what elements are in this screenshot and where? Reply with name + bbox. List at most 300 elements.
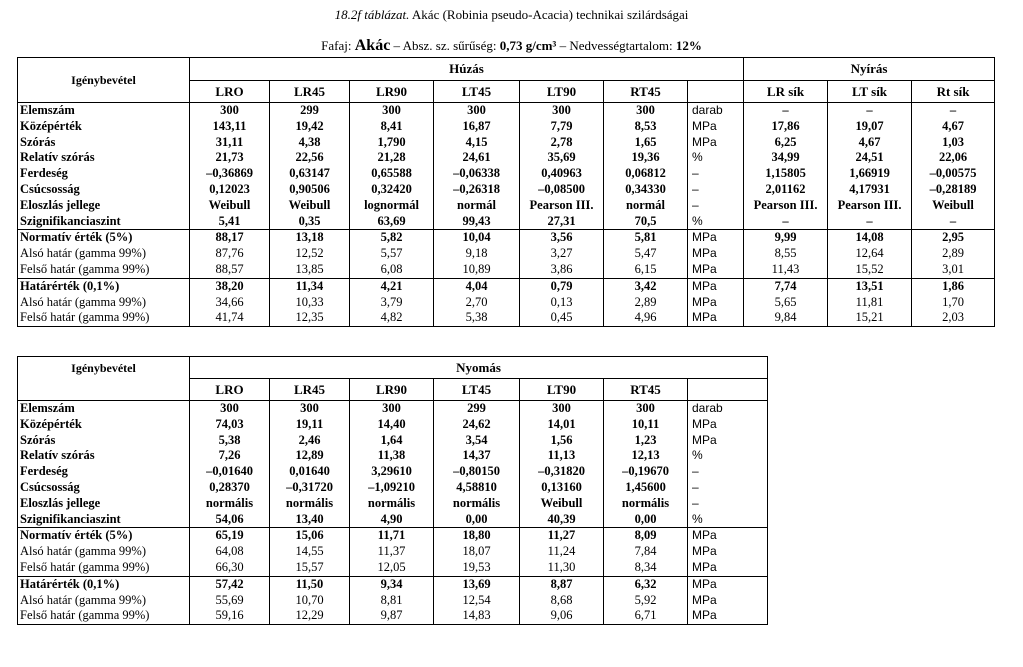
table-cell: 2,95 xyxy=(942,230,964,245)
group-header-tension: Húzás xyxy=(190,58,744,81)
table-cell: 12,29 xyxy=(295,608,324,623)
value-column xyxy=(604,103,688,230)
table-cell: 5,38 xyxy=(218,432,241,447)
table-cell: 10,04 xyxy=(462,230,491,245)
table-cell: 5,81 xyxy=(634,230,657,245)
table-cell: 1,45600 xyxy=(625,479,666,494)
table-cell: 4,15 xyxy=(465,134,488,149)
table-cell: 16,87 xyxy=(462,118,491,133)
unit-cell: – xyxy=(692,197,699,212)
value-column xyxy=(434,401,520,528)
table-cell: 4,67 xyxy=(858,134,881,149)
row-label: Felső határ (gamma 99%) xyxy=(20,261,150,276)
table-cell: 35,69 xyxy=(547,150,576,165)
table-cell: 1,15805 xyxy=(765,166,806,181)
row-label: Határérték (0,1%) xyxy=(20,576,120,591)
table-cell: 5,57 xyxy=(380,246,403,261)
table-cell: 0,06812 xyxy=(625,166,666,181)
value-column xyxy=(350,278,434,326)
value-column xyxy=(604,576,688,624)
unit-cell: – xyxy=(692,166,699,181)
table-cell: 10,11 xyxy=(631,416,660,431)
table-cell: 13,85 xyxy=(295,261,324,276)
table-cell: 2,70 xyxy=(465,294,488,309)
table-cell: –0,08500 xyxy=(538,181,585,196)
table-cell: – xyxy=(949,213,957,228)
moisture-label: – Nedvességtartalom: xyxy=(559,38,673,53)
row-label: Ferdeség xyxy=(20,464,68,479)
table-cell: 70,5 xyxy=(634,213,657,228)
table-cell: 300 xyxy=(382,401,401,415)
unit-cell: MPa xyxy=(692,118,717,133)
table-cell: 0,12023 xyxy=(209,181,250,196)
unit-column-header xyxy=(688,81,744,103)
group-header-compression: Nyomás xyxy=(190,357,768,379)
table-cell: 55,69 xyxy=(215,592,244,607)
table-cell: 9,99 xyxy=(774,230,797,245)
table-cell: 64,08 xyxy=(215,544,244,559)
table-cell: 0,28370 xyxy=(209,479,250,494)
table-cell: 34,66 xyxy=(215,294,244,309)
table-cell: 19,07 xyxy=(855,118,884,133)
density-value: 0,73 g/cm³ xyxy=(499,38,557,53)
column-header: RT45 xyxy=(604,81,688,103)
table-cell: 143,11 xyxy=(212,118,247,133)
table-cell: 19,42 xyxy=(295,118,324,133)
table-cell: 2,89 xyxy=(634,294,657,309)
value-column xyxy=(350,401,434,528)
table-cell: 7,84 xyxy=(634,544,657,559)
table-cell: 300 xyxy=(220,103,239,117)
statistics-block xyxy=(18,103,995,230)
unit-cell: MPa xyxy=(692,544,717,559)
table-cell: 4,96 xyxy=(634,310,657,325)
table-cell: 3,86 xyxy=(550,261,573,276)
table-cell: 9,34 xyxy=(380,576,403,591)
table-cell: 14,55 xyxy=(295,544,324,559)
unit-cell: % xyxy=(692,511,703,526)
unit-column xyxy=(688,401,768,528)
value-column xyxy=(190,528,270,576)
table-cell: lognormál xyxy=(364,197,419,212)
table-cell: 300 xyxy=(552,401,571,415)
table-cell: 14,01 xyxy=(547,416,576,431)
table-cell: 63,69 xyxy=(377,213,406,228)
row-labels xyxy=(18,576,190,624)
table-cell: 5,38 xyxy=(465,310,488,325)
table-cell: 11,38 xyxy=(377,448,406,463)
table-cell: – xyxy=(866,103,873,117)
table-cell: 3,54 xyxy=(465,432,488,447)
table-cell: 3,01 xyxy=(942,261,964,276)
table-cell: 14,37 xyxy=(462,448,491,463)
table-cell: 9,87 xyxy=(380,608,403,623)
value-column xyxy=(190,576,270,624)
shear-value-column xyxy=(912,278,995,326)
unit-cell: MPa xyxy=(692,310,717,325)
table-cell: 74,03 xyxy=(215,416,244,431)
table-cell: 4,82 xyxy=(380,310,403,325)
table-cell: 4,38 xyxy=(298,134,321,149)
row-label: Eloszlás jellege xyxy=(20,495,101,510)
shear-value-column xyxy=(744,103,828,230)
row-label: Szórás xyxy=(20,432,56,447)
table-cell: 15,21 xyxy=(855,310,884,325)
table-cell: normális xyxy=(621,495,670,510)
table-caption xyxy=(0,7,1023,23)
row-labels xyxy=(18,278,190,326)
table-cell: –0,01640 xyxy=(206,464,253,479)
table-cell: 7,74 xyxy=(774,278,797,293)
table-cell: 8,34 xyxy=(634,559,657,574)
table-cell: 19,36 xyxy=(631,150,660,165)
table-cell: 8,68 xyxy=(550,592,573,607)
load-type-header: Igénybevétel xyxy=(18,357,190,401)
load-type-header: Igénybevétel xyxy=(18,58,190,103)
table-cell: 6,15 xyxy=(634,261,657,276)
row-label: Normatív érték (5%) xyxy=(20,230,133,245)
value-column xyxy=(350,576,434,624)
table-cell: 0,35 xyxy=(298,213,321,228)
table-cell: 11,43 xyxy=(771,261,800,276)
table-cell: 14,40 xyxy=(377,416,406,431)
row-label: Csúcsosság xyxy=(20,479,80,494)
normative-block xyxy=(18,230,995,278)
unit-cell: MPa xyxy=(692,261,717,276)
value-column xyxy=(350,230,434,278)
table-cell: 38,20 xyxy=(215,278,244,293)
value-column xyxy=(270,230,350,278)
table-cell: 0,65588 xyxy=(371,166,412,181)
unit-column xyxy=(688,103,744,230)
row-label: Alsó határ (gamma 99%) xyxy=(20,544,147,559)
limit-block xyxy=(18,278,995,326)
table-cell: 87,76 xyxy=(215,246,244,261)
row-labels xyxy=(18,103,190,230)
value-column xyxy=(190,401,270,528)
value-column xyxy=(520,103,604,230)
table-cell: 21,28 xyxy=(377,150,406,165)
value-column xyxy=(434,528,520,576)
table-cell: 4,58810 xyxy=(456,479,497,494)
table-cell: normális xyxy=(452,495,501,510)
table-cell: 0,79 xyxy=(550,278,573,293)
table-cell: 13,18 xyxy=(295,230,324,245)
value-column xyxy=(434,576,520,624)
table-cell: 300 xyxy=(636,401,655,415)
table-cell: 8,41 xyxy=(380,118,403,133)
shear-value-column xyxy=(744,278,828,326)
table-cell: 1,65 xyxy=(634,134,657,149)
table-cell: 31,11 xyxy=(215,134,244,149)
unit-column xyxy=(688,230,744,278)
table-cell: 5,92 xyxy=(634,592,657,607)
value-column xyxy=(604,401,688,528)
table-cell: 27,31 xyxy=(547,213,576,228)
table-cell: 0,01640 xyxy=(289,464,330,479)
moisture-value: 12% xyxy=(675,38,702,53)
table-cell: –0,80150 xyxy=(453,464,500,479)
value-column xyxy=(434,278,520,326)
table-cell: 5,41 xyxy=(218,213,241,228)
table-cell: Weibull xyxy=(932,197,974,212)
row-label: Határérték (0,1%) xyxy=(20,278,120,293)
table-cell: 11,37 xyxy=(377,544,406,559)
row-label: Alsó határ (gamma 99%) xyxy=(20,294,147,309)
table-cell: normális xyxy=(205,495,254,510)
table-cell: 10,70 xyxy=(295,592,324,607)
column-header: LR45 xyxy=(270,379,350,401)
table-cell: 9,18 xyxy=(465,246,488,261)
table-cell: 1,86 xyxy=(942,278,964,293)
table-cell: 300 xyxy=(636,103,655,117)
table-cell: normális xyxy=(285,495,334,510)
row-labels xyxy=(18,528,190,576)
value-column xyxy=(350,528,434,576)
unit-column xyxy=(688,528,768,576)
unit-cell: MPa xyxy=(692,592,717,607)
shear-value-column xyxy=(828,103,912,230)
value-column xyxy=(604,528,688,576)
unit-cell: MPa xyxy=(692,528,717,543)
species-label: Fafaj: xyxy=(321,38,352,53)
column-header: RT45 xyxy=(604,379,688,401)
table-cell: 2,01162 xyxy=(765,181,806,196)
unit-cell: MPa xyxy=(692,416,717,431)
table-cell: 1,23 xyxy=(634,432,657,447)
row-label: Alsó határ (gamma 99%) xyxy=(20,592,147,607)
table-cell: 2,89 xyxy=(942,246,964,261)
table-cell: 18,80 xyxy=(462,528,491,543)
shear-value-column xyxy=(744,230,828,278)
column-header: LT90 xyxy=(520,81,604,103)
table-cell: 8,53 xyxy=(634,118,657,133)
unit-cell: MPa xyxy=(692,559,717,574)
table-cell: 1,56 xyxy=(550,432,573,447)
table-cell: 2,46 xyxy=(298,432,321,447)
table-cell: 0,90506 xyxy=(289,181,330,196)
column-header: LR sík xyxy=(744,81,828,103)
table-cell: 13,51 xyxy=(855,278,884,293)
table-cell: 3,42 xyxy=(634,278,657,293)
table-cell: –0,19670 xyxy=(622,464,669,479)
table-cell: 1,64 xyxy=(380,432,403,447)
table-cell: Pearson III. xyxy=(529,197,594,212)
table-cell: –0,31820 xyxy=(538,464,585,479)
table-cell: – xyxy=(866,213,873,228)
table-cell: 15,52 xyxy=(855,261,884,276)
table-cell: 0,45 xyxy=(550,310,573,325)
row-label: Szignifikanciaszint xyxy=(20,511,121,526)
row-label: Szignifikanciaszint xyxy=(20,213,121,228)
table-cell: 12,64 xyxy=(855,246,884,261)
column-header: LRO xyxy=(190,81,270,103)
shear-value-column xyxy=(828,230,912,278)
row-label: Eloszlás jellege xyxy=(20,197,101,212)
table-cell: 8,55 xyxy=(774,246,797,261)
value-column xyxy=(434,103,520,230)
row-labels xyxy=(18,401,190,528)
table-cell: 300 xyxy=(382,103,401,117)
table-cell: 9,84 xyxy=(774,310,797,325)
table-cell: 4,67 xyxy=(942,118,964,133)
table-cell: –0,31720 xyxy=(286,479,333,494)
row-label: Középérték xyxy=(20,118,82,133)
value-column xyxy=(604,278,688,326)
table-cell: –0,28189 xyxy=(929,181,977,196)
table-cell: 18,07 xyxy=(462,544,491,559)
table-cell: 6,08 xyxy=(380,261,403,276)
table-cell: Pearson III. xyxy=(753,197,818,212)
shear-value-column xyxy=(828,278,912,326)
table-cell: 12,05 xyxy=(377,559,406,574)
table-cell: 11,50 xyxy=(295,576,324,591)
table-cell: 6,25 xyxy=(774,134,797,149)
table-cell: 11,30 xyxy=(547,559,576,574)
table-cell: 22,56 xyxy=(295,150,324,165)
row-label: Felső határ (gamma 99%) xyxy=(20,310,150,325)
table-cell: 299 xyxy=(467,401,486,415)
tension-shear-table xyxy=(17,57,995,327)
column-header: LT90 xyxy=(520,379,604,401)
table-cell: 24,51 xyxy=(855,150,884,165)
table-cell: 0,40963 xyxy=(541,166,582,181)
table-cell: 34,99 xyxy=(771,150,800,165)
unit-cell: MPa xyxy=(692,246,717,261)
row-label: Relatív szórás xyxy=(20,448,95,463)
table-cell: 11,81 xyxy=(855,294,884,309)
table-cell: – xyxy=(782,103,789,117)
group-header-shear: Nyírás xyxy=(744,58,995,81)
table-cell: 12,89 xyxy=(295,448,324,463)
table-cell: 300 xyxy=(220,401,239,415)
value-column xyxy=(190,230,270,278)
row-label: Relatív szórás xyxy=(20,150,95,165)
value-column xyxy=(270,576,350,624)
value-column xyxy=(270,103,350,230)
column-header: LR90 xyxy=(350,81,434,103)
row-label: Normatív érték (5%) xyxy=(20,528,133,543)
column-header: LR90 xyxy=(350,379,434,401)
table-cell: 0,13 xyxy=(550,294,573,309)
column-header: LR45 xyxy=(270,81,350,103)
unit-cell: MPa xyxy=(692,294,717,309)
value-column xyxy=(520,401,604,528)
table-cell: 0,32420 xyxy=(371,181,412,196)
table-cell: 1,790 xyxy=(377,134,406,149)
table-cell: – xyxy=(949,103,957,117)
table-cell: 0,34330 xyxy=(625,181,666,196)
value-column xyxy=(434,230,520,278)
row-label: Alsó határ (gamma 99%) xyxy=(20,246,147,261)
table-cell: –0,26318 xyxy=(453,181,500,196)
table-cell: 0,00 xyxy=(634,511,657,526)
caption-text: Akác (Robinia pseudo-Acacia) technikai szilárdságai xyxy=(411,7,689,22)
table-cell: 7,79 xyxy=(550,118,573,133)
value-column xyxy=(270,528,350,576)
table-cell: 4,17931 xyxy=(849,181,890,196)
table-cell: Weibull xyxy=(208,197,251,212)
shear-value-column xyxy=(912,230,995,278)
table-cell: 1,70 xyxy=(942,294,964,309)
column-header: LT sík xyxy=(828,81,912,103)
unit-cell: – xyxy=(692,464,699,479)
table-cell: 10,89 xyxy=(462,261,491,276)
column-header: LRO xyxy=(190,379,270,401)
column-header: LT45 xyxy=(434,81,520,103)
table-cell: 5,65 xyxy=(774,294,797,309)
table-cell: 1,66919 xyxy=(849,166,890,181)
table-cell: 24,61 xyxy=(462,150,491,165)
unit-cell: % xyxy=(692,448,703,463)
table-cell: 19,11 xyxy=(295,416,324,431)
table-cell: 41,74 xyxy=(215,310,244,325)
row-label: Felső határ (gamma 99%) xyxy=(20,608,150,623)
table-cell: 300 xyxy=(300,401,319,415)
unit-cell: – xyxy=(692,181,699,196)
table-cell: 11,24 xyxy=(547,544,576,559)
value-column xyxy=(520,576,604,624)
table-cell: 15,57 xyxy=(295,559,324,574)
table-cell: 11,13 xyxy=(547,448,576,463)
table-cell: 5,82 xyxy=(380,230,403,245)
table-cell: 2,03 xyxy=(942,310,964,325)
density-label: – Absz. sz. sűrűség: xyxy=(393,38,497,53)
table-cell: 6,32 xyxy=(634,576,657,591)
unit-column xyxy=(688,278,744,326)
table-cell: Pearson III. xyxy=(837,197,902,212)
unit-cell: – xyxy=(692,479,699,494)
table-cell: 65,19 xyxy=(215,528,244,543)
table-cell: 14,08 xyxy=(855,230,884,245)
table-cell: normál xyxy=(626,197,665,212)
table-cell: 13,69 xyxy=(462,576,491,591)
unit-column xyxy=(688,576,768,624)
table-cell: 66,30 xyxy=(215,559,244,574)
unit-cell: % xyxy=(692,150,703,165)
table-cell: 12,35 xyxy=(295,310,324,325)
row-label: Szórás xyxy=(20,134,56,149)
unit-cell: – xyxy=(692,495,699,510)
value-column xyxy=(520,278,604,326)
table-cell: 299 xyxy=(300,103,319,117)
table-cell: 19,53 xyxy=(462,559,491,574)
value-column xyxy=(270,401,350,528)
table-cell: 2,78 xyxy=(550,134,573,149)
table-cell: – xyxy=(782,213,789,228)
table-cell: 1,03 xyxy=(942,134,964,149)
limit-block xyxy=(18,576,768,624)
table-cell: 4,90 xyxy=(380,511,403,526)
unit-cell: % xyxy=(692,213,703,228)
table-cell: 14,83 xyxy=(462,608,491,623)
unit-cell: MPa xyxy=(692,230,717,245)
row-label: Elemszám xyxy=(20,103,75,117)
table-cell: 300 xyxy=(552,103,571,117)
table-cell: –0,06338 xyxy=(453,166,500,181)
table-cell: 3,56 xyxy=(550,230,573,245)
table-cell: 24,62 xyxy=(462,416,491,431)
value-column xyxy=(520,528,604,576)
table-cell: 300 xyxy=(467,103,486,117)
table-cell: 12,54 xyxy=(462,592,491,607)
row-label: Csúcsosság xyxy=(20,181,80,196)
table-cell: 4,21 xyxy=(380,278,403,293)
table-cell: 11,34 xyxy=(295,278,324,293)
unit-cell: MPa xyxy=(692,432,717,447)
table-cell: 4,04 xyxy=(465,278,488,293)
unit-cell: darab xyxy=(692,401,723,415)
